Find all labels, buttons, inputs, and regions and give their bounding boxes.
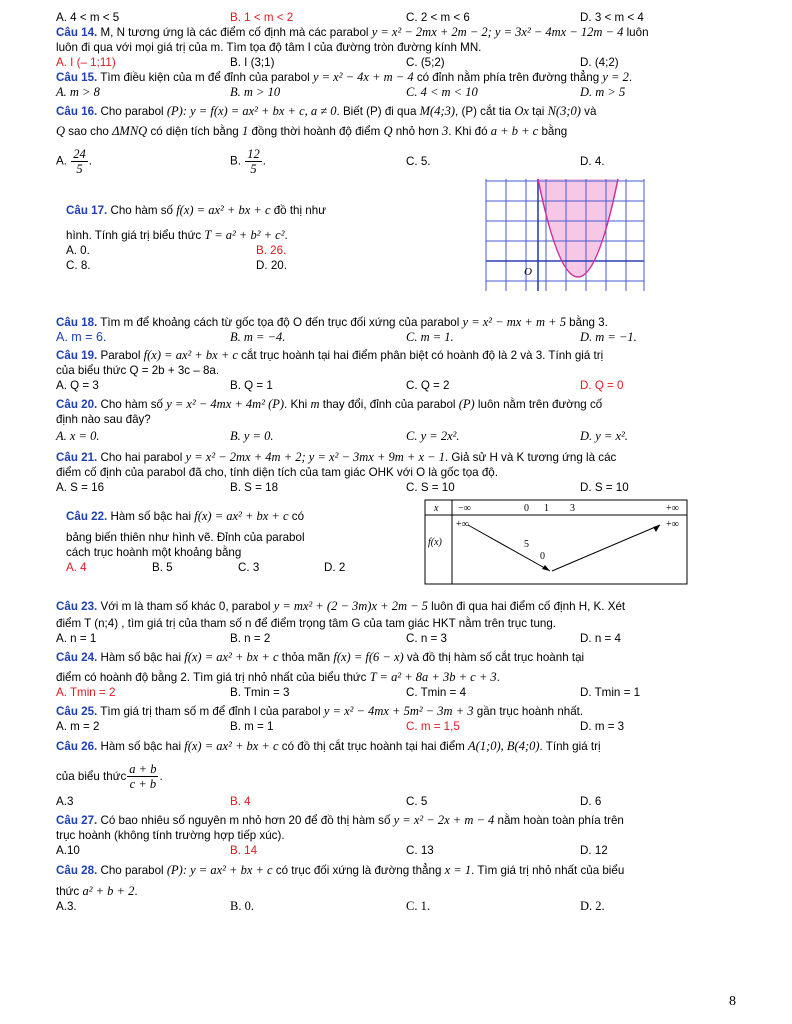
q22-variation-table [424,499,688,585]
q14-options [56,55,736,70]
q28-stem-2 [56,884,736,899]
q28-option-b: B. 0. [230,899,254,913]
q22-fx-right-inf: +∞ [666,519,679,530]
q20-math-3: (P) [458,397,475,411]
q28-option-c: C. 1. [406,899,430,913]
q13-option-c: C. 2 < m < 6 [406,11,470,24]
q26-math: f(x) = ax² + bx + c [184,739,279,753]
q26-text: Hàm số bậc hai [97,740,185,753]
q20-text: Cho hàm số [97,398,167,411]
q26-text-5: . [159,769,163,783]
q16-b-den: 5 [250,161,257,176]
q20-text-2: . Khi [284,398,311,411]
q22-pos-inf: +∞ [666,503,679,514]
q16-triangle: ΔMNQ [112,124,148,138]
q23-options [56,631,736,646]
q16-label: Câu 16. [56,105,98,118]
q27-option-c: C. 13 [406,844,434,857]
q22-x-1: 1 [544,503,549,514]
q17-math-2: T = a² + b² + c² [204,228,285,242]
q20-option-b: B. y = 0. [230,429,274,443]
q28-option-a: A.3. [56,900,77,913]
q26-math-2: A(1;0), B(4;0) [468,739,540,753]
q19-option-b: B. Q = 1 [230,379,273,392]
q26-fraction [127,762,158,791]
q22-text: Hàm số bậc hai [107,510,195,523]
q24-text-3: và đồ thị hàm số cắt trục hoành tại [403,651,585,664]
document-page [56,10,736,914]
q27-stem [56,813,736,828]
q26-option-d: D. 6 [580,795,602,808]
q17-option-d: D. 20. [256,259,287,272]
q16-t2: có diện tích bằng [147,125,242,138]
q21-stem [56,450,736,465]
q26-text-4: của biểu thức [56,769,127,783]
q23-option-c: C. n = 3 [406,632,447,645]
q27-math: y = x² − 2x + m − 4 [393,813,495,827]
q18-math: y = x² − mx + m + 5 [462,315,566,329]
q17-text-3: hình. Tính giá trị biểu thức [66,229,205,242]
q16-text-3: , (P) cắt tia [455,105,515,118]
q20-text-4: luôn nằm trên đường cố [474,398,603,411]
q20-label: Câu 20. [56,398,98,411]
q22-arrowhead-down [542,565,550,571]
q22-options [66,560,416,575]
q15-option-d: D. m > 5 [580,85,626,99]
q16-option-d: D. 4. [580,154,605,168]
q22-fx-label: f(x) [428,537,442,548]
q23-label: Câu 23. [56,600,98,613]
q16-three: 3 [442,124,449,138]
q18-option-c: C. m = 1. [406,330,454,344]
q22-math: f(x) = ax² + bx + c [194,509,289,523]
q25-options [56,719,736,734]
q15-label: Câu 15. [56,71,98,84]
q25-stem [56,704,736,719]
q16-math-3: Ox [514,104,529,118]
q27-stem-2: trục hoành (không tính trường hợp tiếp xúc). [56,829,285,842]
q15-option-b: B. m > 10 [230,85,281,99]
q18-option-d: D. m = −1. [580,330,637,344]
q20-math-2: m [310,397,320,411]
q22-text-column [56,499,416,595]
q26-options [56,794,736,809]
q15-math-2: y = 2 [602,70,629,84]
q17-text-2: đồ thị như [270,204,326,217]
q22-neg-inf: −∞ [458,503,471,514]
q14-text: M, N tương ứng là các điểm cố định mà các parabol [97,26,372,39]
q21-text-2: . Giả sử H và K tương ứng là các [444,451,617,464]
q16-option-b: B. $\frac{12}{5}$ . [230,146,266,176]
q24-text-5: . [496,671,500,684]
q17-block [56,185,736,313]
q16-option-c: C. 5. [406,154,431,168]
q17-text: Cho hàm số [107,204,177,217]
q18-text-2: bằng 3. [565,316,608,329]
q22-stem [66,509,416,524]
q21-option-c: C. S = 10 [406,481,455,494]
q14-option-b: B. I (3;1) [230,56,275,69]
q27-label: Câu 27. [56,814,98,827]
q16-t3: đồng thời hoành độ điểm [248,125,384,138]
q20-stem-2: định nào sau đây? [56,413,151,426]
q17-stem-2: hình. Tính giá trị biểu thức T = a² + b² + c². [66,228,288,242]
q20-option-a: A. x = 0. [56,429,100,443]
q15-text-2: có đỉnh nằm phía trên đường thẳng [413,71,603,84]
q22-block [56,499,736,595]
q19-stem [56,348,736,363]
q25-label: Câu 25. [56,705,98,718]
q19-label: Câu 19. [56,349,98,362]
q22-arrowhead-up [653,525,660,532]
q14-stem-2: luôn đi qua với mọi giá trị của m. Tìm tọa độ tâm I của đường tròn đường kính MN. [56,41,482,54]
q22-fx-left-inf: +∞ [456,519,469,530]
q21-options [56,480,736,495]
q22-label: Câu 22. [66,510,108,523]
q16-math-2: M(4;3) [419,104,456,118]
q24-option-a: A. Tmin = 2 [56,686,116,699]
q22-option-d: D. 2 [324,561,346,574]
q27-options [56,843,736,858]
q26-text-3: . Tính giá trị [539,740,601,753]
q22-x-label: x [434,503,439,514]
q21-option-b: B. S = 18 [230,481,279,494]
q28-options [56,899,736,914]
page-number: 8 [729,994,736,1009]
q16-option-b-label: B. [230,154,241,168]
q17-option-c: C. 8. [66,259,91,272]
q20-options [56,429,736,444]
q24-math-2: f(x) = f(6 − x) [333,650,404,664]
q24-math: f(x) = ax² + bx + c [184,650,279,664]
q14-option-a: A. I (– 1;11) [56,56,116,69]
q22-decreasing-arrow [468,525,550,571]
q19-text-2: cắt trục hoành tại hai điểm phân biệt có hoành độ là 2 và 3. Tính giá trị [237,349,604,362]
q25-option-a: A. m = 2 [56,720,100,733]
q16-q: Q [56,124,66,138]
q24-options [56,685,736,700]
q22-option-c: C. 3 [238,561,260,574]
q17-option-a: A. 0. [66,244,90,257]
q25-text: Tìm giá trị tham số m để đỉnh I của parabol [97,705,324,718]
q18-label: Câu 18. [56,316,98,329]
q20-option-c: C. y = 2x². [406,429,460,443]
q20-stem [56,397,736,412]
q21-math: y = x² − 2mx + 4m + 2; y = x² − 3mx + 9m + x − 1 [185,450,445,464]
q16-t1: sao cho [65,125,113,138]
q23-text-2: luôn đi qua hai điểm cố định H, K. Xét [427,600,626,613]
q22-option-a: A. 4 [66,561,87,574]
q28-text-5: . [134,885,138,898]
q16-a-num: 24 [73,146,86,161]
q22-stem-3: cách trục hoành một khoảng bằng [66,546,242,559]
q23-stem [56,599,736,614]
q14-stem [56,25,736,40]
q24-option-c: C. Tmin = 4 [406,686,467,699]
q16-sum: a + b + c [490,124,539,138]
q23-option-b: B. n = 2 [230,632,271,645]
q15-options [56,85,736,100]
q27-option-a: A.10 [56,844,80,857]
q20-math: y = x² − 4mx + 4m² (P) [166,397,285,411]
q26-option-c: C. 5 [406,795,428,808]
q26-frac-num: a + b [129,761,157,776]
q20-option-d: D. y = x². [580,429,628,443]
q26-option-a: A.3 [56,795,74,808]
q22-option-b: B. 5 [152,561,173,574]
q23-stem-2: điểm T (n;4) , tìm giá trị của tham số n để điểm trọng tâm G của tam giác HKT nằm trên trục tung. [56,617,557,630]
q17-option-b: B. 26. [256,244,287,257]
q28-label: Câu 28. [56,864,98,877]
q16-option-a-frac [71,147,88,176]
q16-options [56,143,736,179]
q16-stem [56,104,736,119]
q24-option-b: B. Tmin = 3 [230,686,290,699]
q13-option-b: B. 1 < m < 2 [230,11,294,24]
q15-text: Tìm điều kiện của m để đỉnh của parabol [97,71,313,84]
q28-math: (P): y = ax² + bx + c [166,863,273,877]
q20-text-3: thay đổi, đỉnh của parabol [319,398,459,411]
q26-stem [56,739,736,754]
q15-option-c: C. 4 < m < 10 [406,85,478,99]
q26-text-2: có đồ thị cắt trục hoành tại hai điểm [278,740,469,753]
q17-math: f(x) = ax² + bx + c [176,203,271,217]
q19-options [56,378,736,393]
q25-option-d: D. m = 3 [580,720,625,733]
q26-stem-2 [56,760,736,792]
q14-label: Câu 14. [56,26,98,39]
q21-text: Cho hai parabol [97,451,186,464]
q27-text-2: nằm hoàn toàn phía trên [494,814,624,827]
q28-text-2: có trục đối xứng là đường thẳng [272,864,445,877]
q22-increasing-arrow [552,525,660,571]
q17-origin-label: O [524,266,532,278]
q27-option-b: B. 14 [230,844,258,857]
q24-math-3: T = a² + 8a + 3b + c + 3 [369,670,497,684]
q16-text-4: tại [528,105,548,118]
q28-text-4: thức [56,885,83,898]
q27-text: Có bao nhiêu số nguyên m nhỏ hơn 20 để đồ thị hàm số [97,814,394,827]
q18-option-a-text: A. m = 6. [56,330,107,344]
q16-one: 1 [241,124,249,138]
q15-option-a: A. m > 8 [56,85,100,99]
q24-stem [56,650,736,665]
q24-text: Hàm số bậc hai [97,651,185,664]
q24-text-2: thỏa mãn [278,651,334,664]
q14-text-2: luôn [623,26,649,39]
q22-fx-0: 0 [540,551,545,562]
q18-option-a [56,330,230,345]
q18-option-b: B. m = −4. [230,330,286,344]
q18-options [56,330,736,345]
q19-stem-2: của biểu thức Q = 2b + 3c – 8a. [56,364,220,377]
q16-option-b-frac [245,147,262,176]
q24-text-4: điểm có hoành độ bằng 2. Tìm giá trị nhỏ nhất của biểu thức [56,671,370,684]
q24-option-d: D. Tmin = 1 [580,686,641,699]
q16-option-a: A. $\frac{24}{5}$ . [56,146,92,176]
q17-stem [66,203,426,218]
q22-x-3: 3 [570,503,575,514]
q16-b-num: 12 [247,146,260,161]
q19-option-a: A. Q = 3 [56,379,99,392]
q16-math-4: N(3;0) [547,104,581,118]
q17-label: Câu 17. [66,204,108,217]
q21-stem-2: điểm cố định của parabol đã cho, tính diện tích của tam giác OHK với O là gốc tọa độ. [56,466,498,479]
q19-text: Parabol [97,349,144,362]
q24-label: Câu 24. [56,651,98,664]
q16-a-den: 5 [76,161,83,176]
q25-option-c: C. m = 1,5 [406,720,460,733]
q23-math: y = mx² + (2 − 3m)x + 2m − 5 [273,599,428,613]
q16-t5: . Khi đó [448,125,491,138]
q23-text: Với m là tham số khác 0, parabol [97,600,274,613]
q16-stem-2 [56,124,736,139]
q25-text-2: gần trục hoành nhất. [473,705,584,718]
q14-option-d: D. (4;2) [580,56,619,69]
q13-option-a: A. 4 < m < 5 [56,11,120,24]
q13-option-d: D. 3 < m < 4 [580,11,644,24]
q25-option-b: B. m = 1 [230,720,274,733]
q27-option-d: D. 12 [580,844,608,857]
q16-q2: Q [383,124,393,138]
q14-option-c: C. (5;2) [406,56,445,69]
q16-t6: bằng [538,125,568,138]
q19-option-c: C. Q = 2 [406,379,450,392]
q16-text-5: và [580,105,597,118]
q22-x-0: 0 [524,503,529,514]
q16-t4: nhỏ hơn [392,125,442,138]
q26-option-b: B. 4 [230,795,251,808]
q18-stem [56,315,736,330]
q23-option-d: D. n = 4 [580,632,621,645]
q28-stem [56,863,736,878]
q25-math: y = x² − 4mx + 5m² − 3m + 3 [323,704,474,718]
q21-label: Câu 21. [56,451,98,464]
q17-text-column [56,185,426,313]
q17-options-row-2 [66,258,426,273]
q16-math: (P): y = f(x) = ax² + bx + c, a ≠ 0 [166,104,337,118]
q26-label: Câu 26. [56,740,98,753]
q28-text-3: . Tìm giá trị nhỏ nhất của biểu [471,864,625,877]
q19-math: f(x) = ax² + bx + c [143,348,238,362]
q28-option-d: D. 2. [580,899,605,913]
q19-option-d: D. Q = 0 [580,379,624,392]
q21-option-a: A. S = 16 [56,481,105,494]
q22-fx-5: 5 [524,539,529,550]
q22-stem-2: bảng biến thiên như hình vẽ. Đỉnh của parabol [66,531,305,544]
q15-stem: Câu 15. Tìm điều kiện của m để đỉnh của parabol y = x² − 4x + m − 4 có đỉnh nằm phía trên đường thẳng y = 2. [56,70,633,84]
q24-stem-2 [56,670,736,685]
q23-option-a: A. n = 1 [56,632,97,645]
q17-parabola-graph [480,179,650,291]
q15-math: y = x² − 4x + m − 4 [312,70,414,84]
q13-options [56,10,736,25]
q28-text: Cho parabol [97,864,167,877]
q22-text-2: có [288,510,305,523]
q28-math-3: a² + b + 2 [82,884,135,898]
q16-text: Cho parabol [97,105,167,118]
q16-text-2: . Biết (P) đi qua [336,105,420,118]
q16-option-a-label: A. [56,154,67,168]
q18-text: Tìm m để khoảng cách từ gốc tọa độ O đến trục đối xứng của parabol [97,316,463,329]
q28-math-2: x = 1 [444,863,472,877]
q26-frac-den: c + b [129,776,157,791]
q17-options-row-1 [66,243,426,258]
q14-math: y = x² − 2mx + 2m − 2; y = 3x² − 4mx − 12m − 4 [371,25,624,39]
q21-option-d: D. S = 10 [580,481,629,494]
